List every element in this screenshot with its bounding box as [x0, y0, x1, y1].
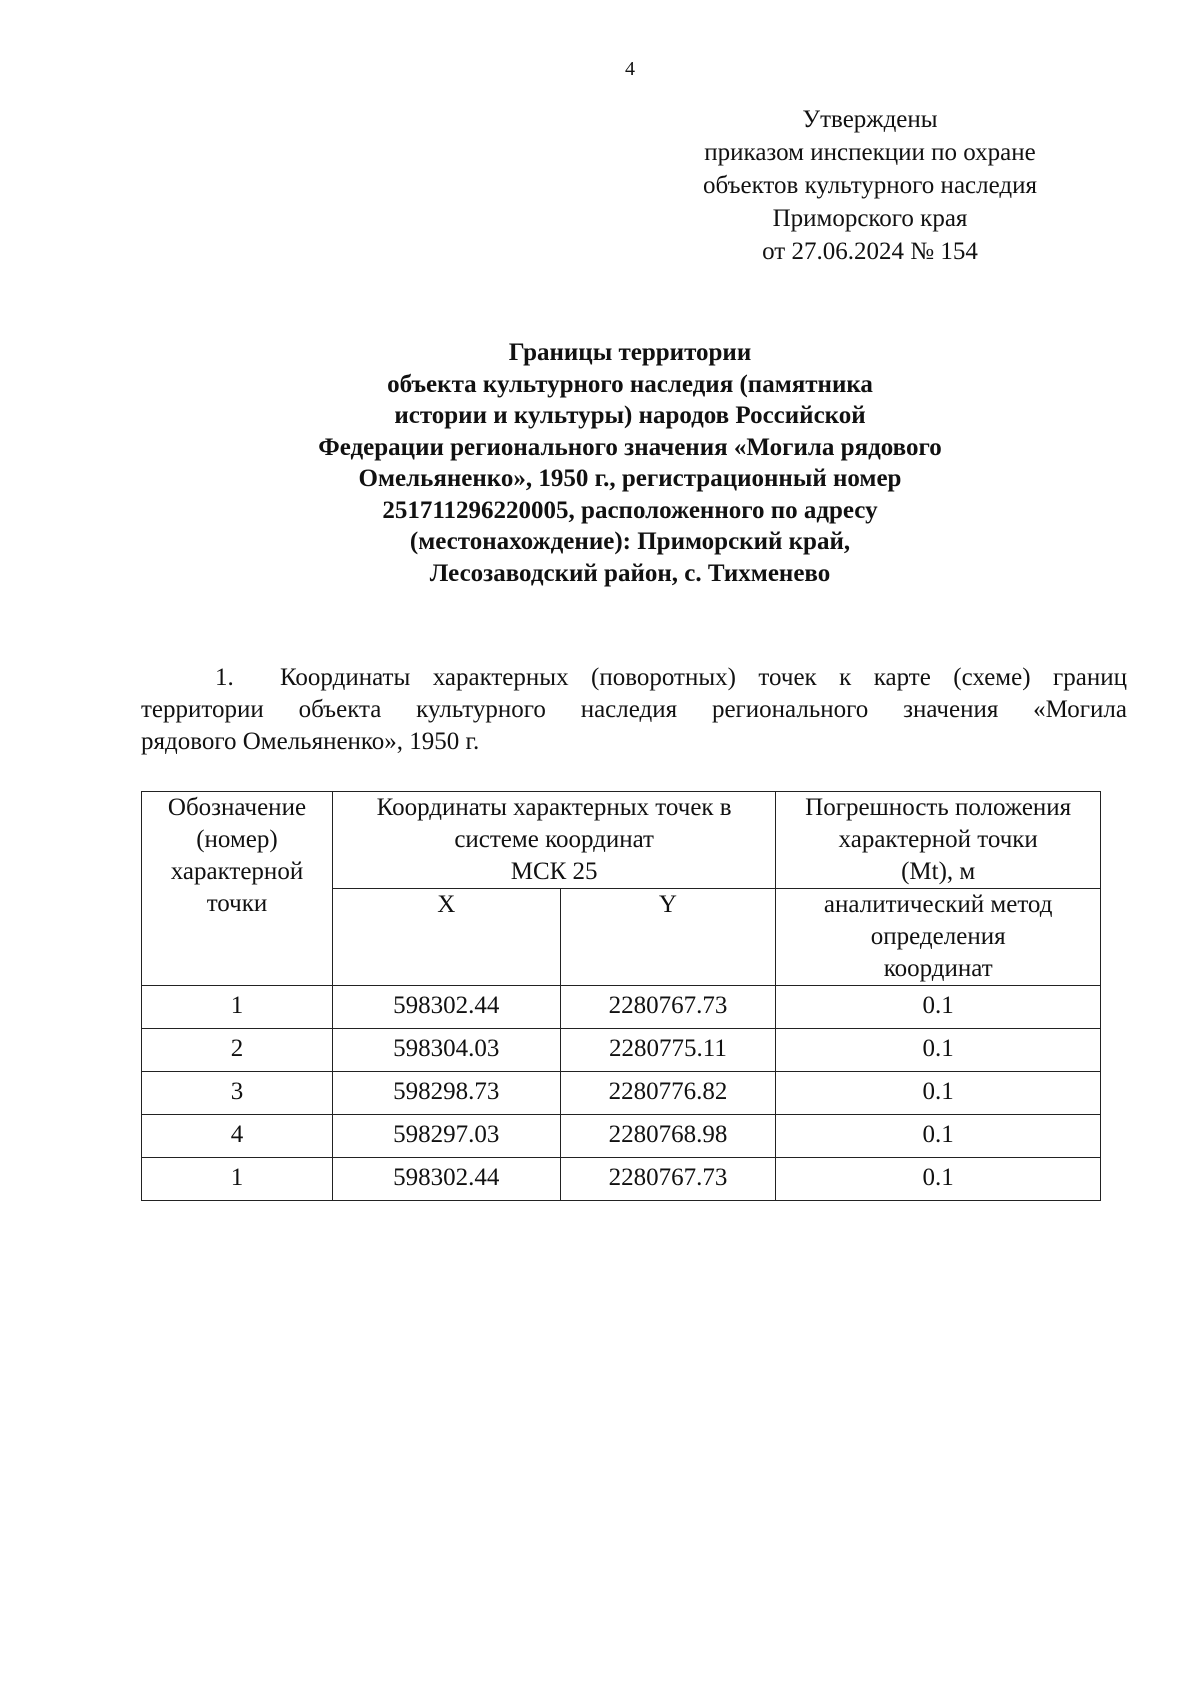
approval-line: объектов культурного наследия	[703, 172, 1037, 199]
table-row	[142, 1029, 1101, 1072]
header-text: (Mt), м	[901, 858, 976, 885]
table-row	[142, 1115, 1101, 1158]
paragraph-line	[141, 662, 1127, 694]
y-cell: 2280768.98	[560, 1115, 776, 1158]
header-text: характерной точки	[838, 826, 1038, 853]
header-point-cell	[142, 792, 333, 986]
approval-line: Приморского края	[772, 205, 968, 232]
point-cell: 1	[142, 986, 333, 1029]
mt-cell: 0.1	[776, 1115, 1101, 1158]
y-cell: 2280775.11	[560, 1029, 776, 1072]
paragraph-text: Координаты характерных (поворотных) точек к карте (схеме) границ	[280, 664, 1127, 691]
subheader-x-cell: X	[332, 889, 560, 986]
mt-cell: 0.1	[776, 1072, 1101, 1115]
subheader-method-cell	[776, 889, 1101, 986]
section-paragraph	[141, 662, 1127, 758]
x-cell: 598302.44	[332, 1158, 560, 1201]
header-text: точки	[206, 890, 268, 917]
header-text: Координаты характерных точек в	[376, 794, 732, 821]
header-text: определения	[870, 923, 1006, 950]
table-row	[142, 986, 1101, 1029]
title-line: (местонахождение): Приморский край,	[409, 528, 851, 555]
header-text: координат	[883, 955, 993, 982]
x-cell: 598304.03	[332, 1029, 560, 1072]
header-coords-cell	[332, 792, 775, 889]
header-text: (номер)	[196, 826, 278, 853]
header-text: аналитический метод	[823, 891, 1053, 918]
approval-line: от 27.06.2024 № 154	[762, 238, 978, 265]
header-text: Обозначение	[167, 794, 307, 821]
header-text: МСК 25	[510, 858, 598, 885]
mt-cell: 0.1	[776, 1029, 1101, 1072]
header-error-cell	[776, 792, 1101, 889]
title-line: истории и культуры) народов Российской	[394, 402, 866, 429]
point-cell: 1	[142, 1158, 333, 1201]
header-text: характерной	[170, 858, 304, 885]
approval-block	[660, 103, 1080, 268]
point-cell: 2	[142, 1029, 333, 1072]
table-row	[142, 1158, 1101, 1201]
document-title	[170, 337, 1090, 589]
table-header-row	[142, 792, 1101, 889]
paragraph-number: 1.	[215, 664, 234, 691]
paragraph-line: рядового Омельяненко», 1950 г.	[141, 728, 480, 755]
title-line: Лесозаводский район, с. Тихменево	[429, 559, 831, 587]
header-text: Погрешность положения	[805, 794, 1072, 821]
x-cell: 598297.03	[332, 1115, 560, 1158]
point-cell: 3	[142, 1072, 333, 1115]
subheader-y-cell: Y	[560, 889, 776, 986]
mt-cell: 0.1	[776, 1158, 1101, 1201]
title-line: Границы территории	[508, 339, 752, 366]
x-cell: 598298.73	[332, 1072, 560, 1115]
title-line: 251711296220005, расположенного по адресу	[382, 496, 878, 524]
title-line: Омельяненко», 1950 г., регистрационный номер	[358, 465, 902, 492]
y-cell: 2280767.73	[560, 1158, 776, 1201]
y-cell: 2280776.82	[560, 1072, 776, 1115]
point-cell: 4	[142, 1115, 333, 1158]
title-line: Федерации регионального значения «Могила рядового	[318, 433, 942, 461]
approval-line: Утверждены	[802, 106, 938, 133]
header-text: системе координат	[454, 826, 654, 853]
x-cell: 598302.44	[332, 986, 560, 1029]
table-row	[142, 1072, 1101, 1115]
page-number: 4	[625, 58, 635, 80]
coordinates-table	[141, 791, 1101, 1201]
mt-cell: 0.1	[776, 986, 1101, 1029]
y-cell: 2280767.73	[560, 986, 776, 1029]
paragraph-line: территории объекта культурного наследия регионального значения «Могила	[141, 696, 1127, 723]
approval-line: приказом инспекции по охране	[704, 139, 1036, 166]
title-line: объекта культурного наследия (памятника	[387, 370, 873, 398]
